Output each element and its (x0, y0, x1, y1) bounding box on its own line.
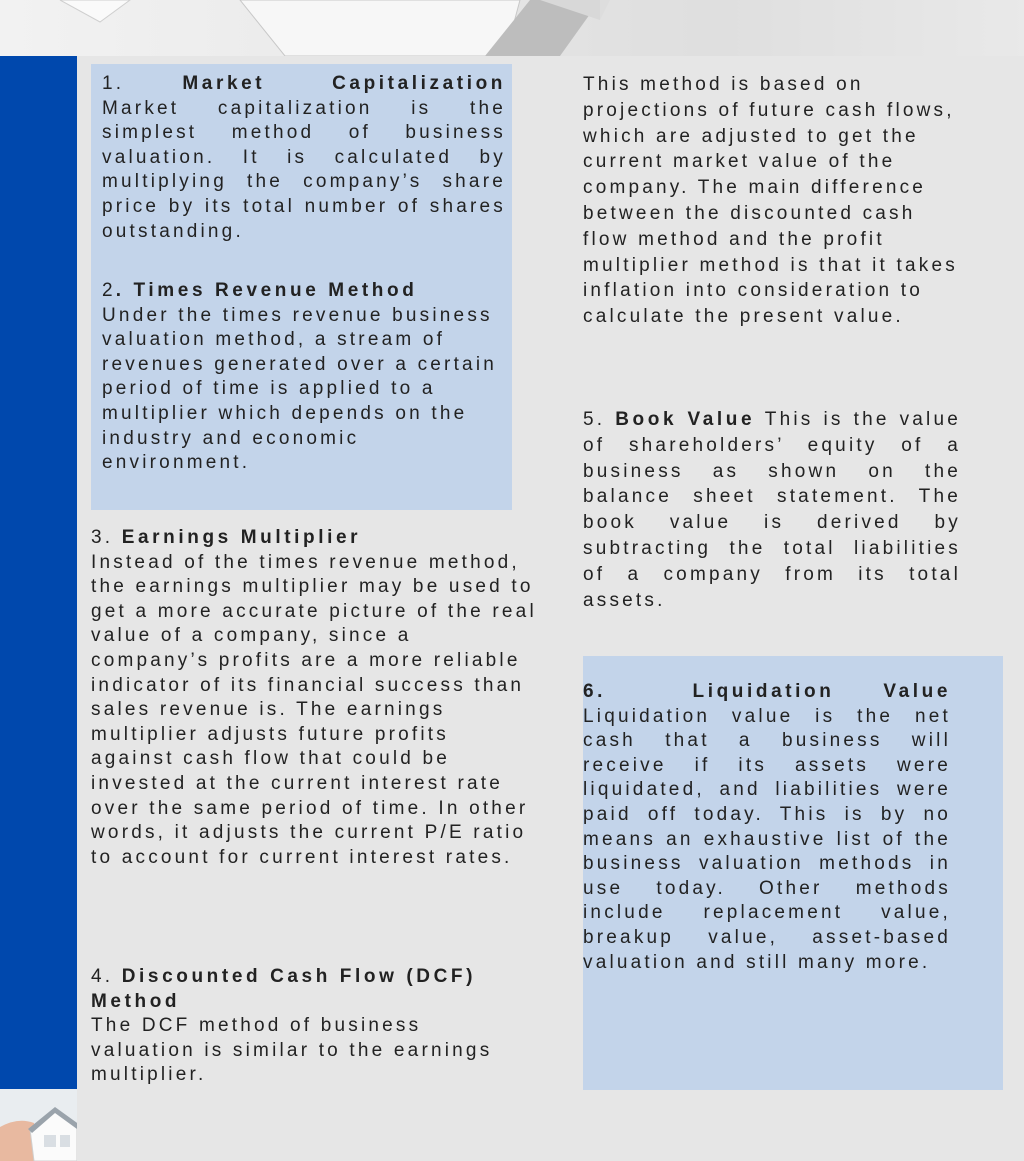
houses-photo-icon (0, 0, 1024, 56)
hand-holding-house-icon (0, 1089, 77, 1161)
section-times-revenue (102, 279, 506, 476)
section-liquidation-value (583, 680, 951, 975)
section-6-title: Liquidation Value (692, 681, 951, 702)
section-4-heading (91, 965, 511, 1014)
section-5-body: This is the value of shareholders’ equity of a business as shown on the balance sheet statement. The book value is derived by subtracting the total liabilities of a company from its total assets. (583, 409, 962, 611)
section-4-continued (583, 72, 968, 330)
section-earnings-multiplier (91, 526, 537, 870)
section-2-title: . Times Revenue Method (115, 280, 418, 301)
section-1-heading (102, 72, 506, 97)
section-book-value (583, 407, 961, 613)
section-1-number: 1. (102, 73, 125, 94)
section-discounted-cash-flow (91, 965, 511, 1088)
bottom-corner-photo (0, 1089, 77, 1161)
section-2-body: Under the times revenue business valuation method, a stream of revenues generated over a certain period of time is applied to a multiplier which depends on the industry and economic environment. (102, 304, 498, 474)
section-1-body: Market capitalization is the simplest method of business valuation. It is calculated by multiplying the company’s share price by its total number of shares outstanding. (102, 97, 506, 242)
section-6-body: Liquidation value is the net cash that a business will receive if its assets were liquidated, and liabilities were paid off today. This is by no means an exhaustive list of the business valuation methods in use today. Other methods include replacement value, breakup value, asset-based valuation and still many more. (583, 705, 951, 973)
section-5-title: Book Value (615, 409, 756, 430)
section-4-continued-body: This method is based on projections of future cash flows, which are adjusted to get the current market value of the company. The main difference between the discounted cash flow method and the profit multiplier method is that it takes inflation into consideration to calculate the present value. (583, 74, 958, 328)
section-4-body: The DCF method of business valuation is similar to the earnings multiplier. (91, 1015, 493, 1086)
section-4-number: 4. (91, 966, 122, 987)
section-3-body: Instead of the times revenue method, the earnings multiplier may be used to get a more accurate picture of the real value of a company, since a company’s profits are a more reliable indicator of its financial success than sales revenue is. The earnings multiplier adjusts future profits against cash flow that could be invested at the current interest rate over the same period of time. In other words, it adjusts the current P/E ratio to account for current interest rates. (91, 551, 537, 868)
section-market-capitalization (102, 72, 506, 244)
section-6-number: 6. (583, 681, 607, 702)
sidebar-accent-bar (0, 56, 77, 1089)
section-4-title: Discounted Cash Flow (DCF) Method (91, 966, 477, 1012)
section-2-number: 2 (102, 280, 116, 301)
top-banner-photo (0, 0, 1024, 56)
section-6-heading (583, 680, 951, 705)
section-5-number: 5. (583, 409, 616, 430)
section-2-heading (102, 279, 506, 304)
section-5-paragraph (583, 407, 961, 613)
section-1-title: Market Capitalization (182, 73, 506, 94)
section-3-number: 3. (91, 527, 122, 548)
section-3-title: Earnings Multiplier (121, 527, 362, 548)
section-3-heading (91, 526, 537, 551)
